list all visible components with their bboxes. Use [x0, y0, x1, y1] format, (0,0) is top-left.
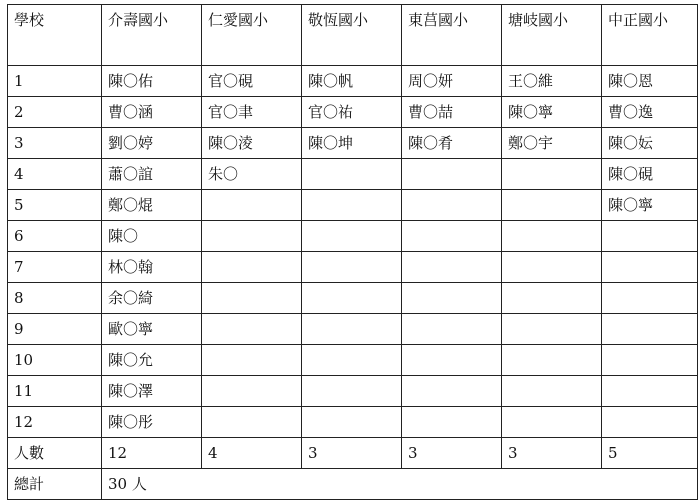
student-name-cell — [302, 314, 402, 345]
row-number-cell: 9 — [8, 314, 102, 345]
row-number-cell: 7 — [8, 252, 102, 283]
student-name-cell — [202, 407, 302, 438]
table-row — [8, 407, 698, 438]
student-name-cell: 陳〇坤 — [302, 128, 402, 159]
student-name-cell: 林〇翰 — [102, 252, 202, 283]
student-name-cell: 陳〇允 — [102, 345, 202, 376]
row-number-cell: 2 — [8, 97, 102, 128]
student-name-cell — [402, 376, 502, 407]
student-name-cell — [502, 283, 602, 314]
student-name-cell: 陳〇 — [102, 221, 202, 252]
student-name-cell — [302, 159, 402, 190]
student-name-cell — [302, 252, 402, 283]
table-row — [8, 314, 698, 345]
table-row — [8, 66, 698, 97]
student-name-cell — [302, 221, 402, 252]
row-number-cell: 12 — [8, 407, 102, 438]
table-row — [8, 128, 698, 159]
count-value-cell: 3 — [502, 438, 602, 469]
student-name-cell — [402, 252, 502, 283]
count-value-cell: 3 — [302, 438, 402, 469]
student-name-cell — [602, 314, 698, 345]
row-number-cell: 10 — [8, 345, 102, 376]
student-name-cell — [202, 190, 302, 221]
row-number-cell: 5 — [8, 190, 102, 221]
student-name-cell: 陳〇淩 — [202, 128, 302, 159]
student-name-cell — [202, 345, 302, 376]
table-row — [8, 283, 698, 314]
student-name-cell: 曹〇逸 — [602, 97, 698, 128]
student-name-cell: 陳〇硯 — [602, 159, 698, 190]
student-name-cell: 歐〇寧 — [102, 314, 202, 345]
total-label-cell: 總計 — [8, 469, 102, 500]
student-name-cell — [402, 283, 502, 314]
table-row — [8, 97, 698, 128]
student-roster-table — [7, 4, 698, 500]
header-cell-tangqi: 塘岐國小 — [502, 5, 602, 66]
student-name-cell — [602, 345, 698, 376]
student-name-cell: 官〇祐 — [302, 97, 402, 128]
header-cell-renai: 仁愛國小 — [202, 5, 302, 66]
student-name-cell: 陳〇帆 — [302, 66, 402, 97]
student-name-cell — [302, 345, 402, 376]
row-number-cell: 8 — [8, 283, 102, 314]
student-name-cell: 鄭〇宇 — [502, 128, 602, 159]
student-name-cell: 蕭〇誼 — [102, 159, 202, 190]
student-name-cell — [202, 221, 302, 252]
count-value-cell: 3 — [402, 438, 502, 469]
student-name-cell — [302, 376, 402, 407]
student-name-cell: 朱〇 — [202, 159, 302, 190]
total-row — [8, 469, 698, 500]
student-name-cell: 陳〇佑 — [102, 66, 202, 97]
count-value-cell: 4 — [202, 438, 302, 469]
student-name-cell — [502, 407, 602, 438]
student-name-cell — [502, 376, 602, 407]
count-row — [8, 438, 698, 469]
count-value-cell: 12 — [102, 438, 202, 469]
student-name-cell — [602, 407, 698, 438]
count-label-cell: 人數 — [8, 438, 102, 469]
student-name-cell: 劉〇婷 — [102, 128, 202, 159]
table-row — [8, 252, 698, 283]
student-name-cell: 余〇綺 — [102, 283, 202, 314]
header-cell-jingheng: 敬恆國小 — [302, 5, 402, 66]
student-name-cell: 官〇硯 — [202, 66, 302, 97]
student-name-cell — [502, 252, 602, 283]
student-name-cell — [502, 190, 602, 221]
student-name-cell: 鄭〇焜 — [102, 190, 202, 221]
student-name-cell: 陳〇妘 — [602, 128, 698, 159]
row-number-cell: 6 — [8, 221, 102, 252]
total-value-cell: 30 人 — [102, 469, 698, 500]
student-name-cell — [402, 159, 502, 190]
student-name-cell: 王〇維 — [502, 66, 602, 97]
student-name-cell — [402, 314, 502, 345]
student-name-cell — [502, 221, 602, 252]
student-name-cell — [402, 407, 502, 438]
student-name-cell — [502, 314, 602, 345]
student-name-cell — [602, 376, 698, 407]
header-row — [8, 5, 698, 66]
student-name-cell — [602, 252, 698, 283]
header-cell-dongju: 東莒國小 — [402, 5, 502, 66]
student-name-cell — [202, 314, 302, 345]
table-row — [8, 221, 698, 252]
student-name-cell — [402, 345, 502, 376]
row-number-cell: 3 — [8, 128, 102, 159]
student-name-cell: 陳〇寧 — [602, 190, 698, 221]
count-value-cell: 5 — [602, 438, 698, 469]
student-name-cell — [302, 283, 402, 314]
student-name-cell: 陳〇彤 — [102, 407, 202, 438]
student-name-cell — [602, 283, 698, 314]
student-name-cell — [202, 376, 302, 407]
student-name-cell — [502, 345, 602, 376]
student-name-cell — [602, 221, 698, 252]
table-row — [8, 190, 698, 221]
student-name-cell — [402, 190, 502, 221]
row-number-cell: 11 — [8, 376, 102, 407]
student-name-cell — [502, 159, 602, 190]
student-name-cell — [202, 252, 302, 283]
student-name-cell: 陳〇澤 — [102, 376, 202, 407]
student-name-cell: 周〇妍 — [402, 66, 502, 97]
student-name-cell — [302, 407, 402, 438]
student-name-cell: 陳〇恩 — [602, 66, 698, 97]
student-name-cell — [402, 221, 502, 252]
student-name-cell: 陳〇寧 — [502, 97, 602, 128]
student-name-cell: 陳〇肴 — [402, 128, 502, 159]
row-number-cell: 4 — [8, 159, 102, 190]
student-name-cell — [202, 283, 302, 314]
table-row — [8, 345, 698, 376]
header-cell-zhongzheng: 中正國小 — [602, 5, 698, 66]
student-name-cell: 曹〇喆 — [402, 97, 502, 128]
student-name-cell — [302, 190, 402, 221]
header-cell-school: 學校 — [8, 5, 102, 66]
header-cell-jieshou: 介壽國小 — [102, 5, 202, 66]
table-row — [8, 376, 698, 407]
table-row — [8, 159, 698, 190]
student-name-cell: 曹〇涵 — [102, 97, 202, 128]
student-name-cell: 官〇聿 — [202, 97, 302, 128]
row-number-cell: 1 — [8, 66, 102, 97]
